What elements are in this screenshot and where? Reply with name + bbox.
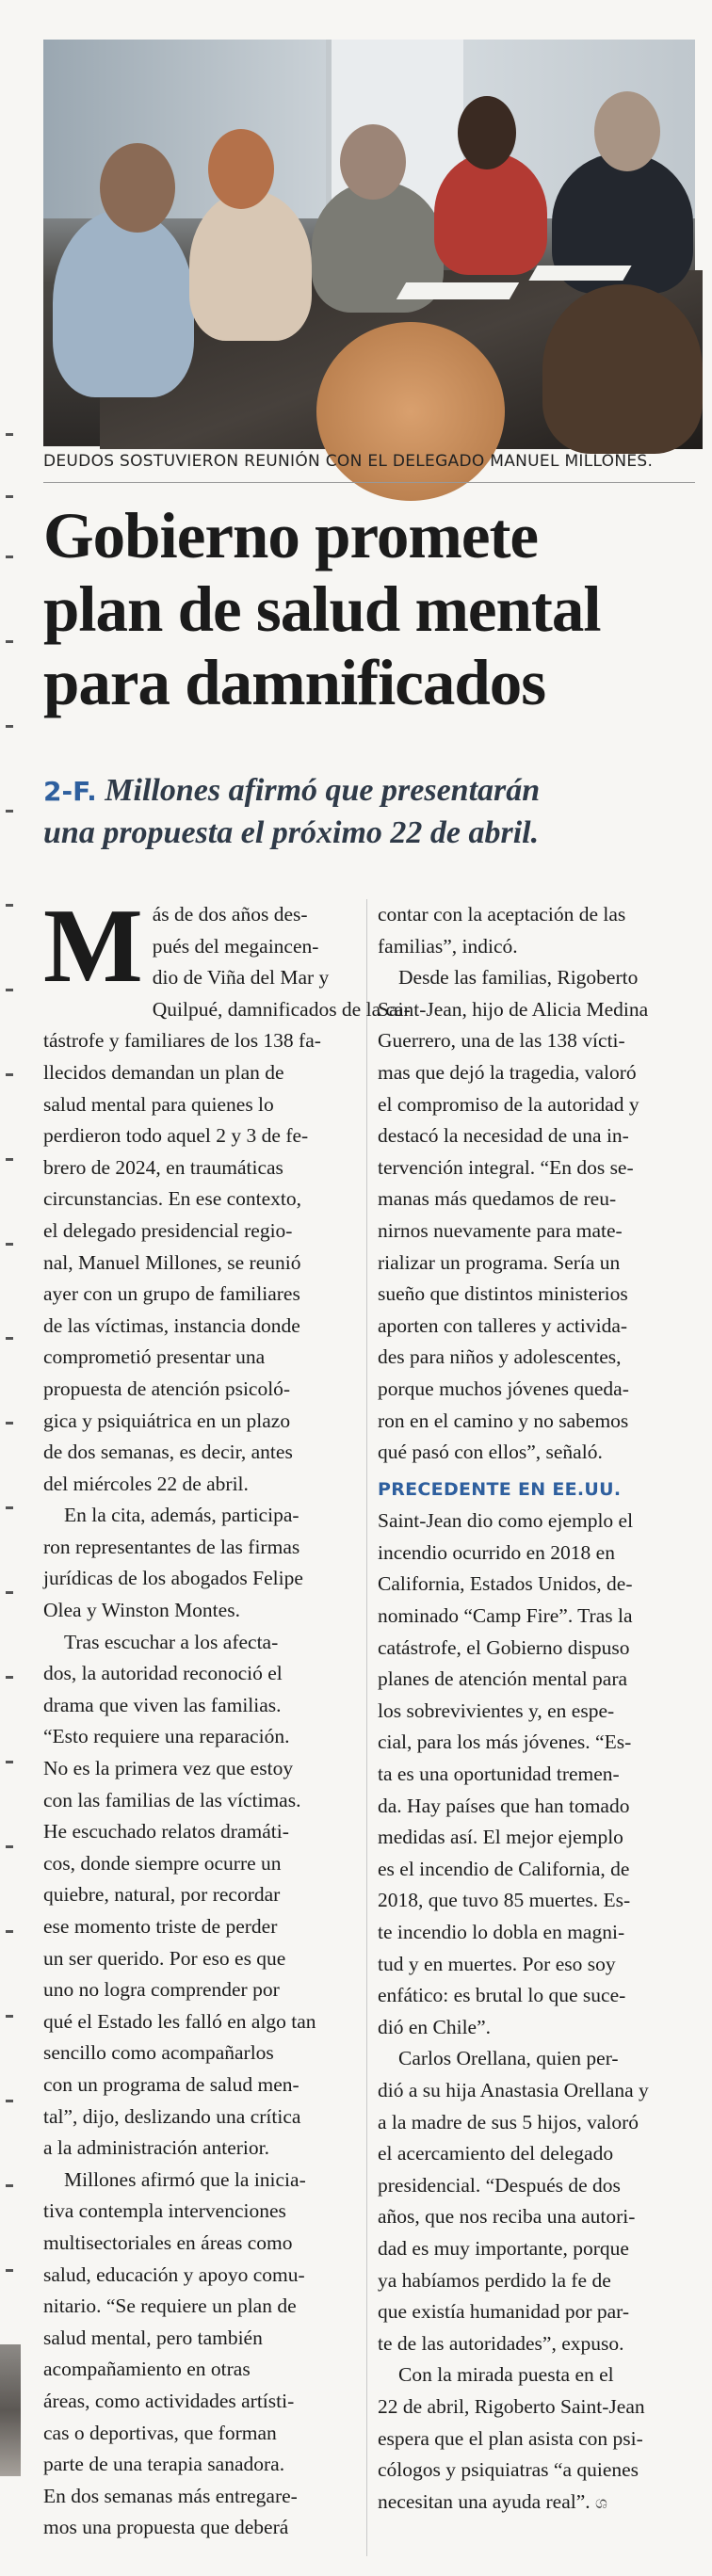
text-line: un ser querido. Por eso es que [43, 1946, 286, 1970]
paragraph [43, 2165, 354, 2544]
text-line: a la madre de sus 5 hijos, valoró [378, 2110, 639, 2133]
deck-line: Millones afirmó que presentarán [96, 773, 541, 808]
text-line: medidas así. El mejor ejemplo [378, 1826, 623, 1849]
text-line: dad es muy importante, porque [378, 2236, 629, 2260]
text-line: salud mental, pero también [43, 2326, 263, 2349]
text-line: ese momento triste de perder [43, 1915, 278, 1938]
text-line: que existía humanidad por par- [378, 2300, 630, 2324]
text-line: Millones afirmó que la inicia- [64, 2167, 306, 2191]
text-line: tervención integral. “En dos se- [378, 1155, 634, 1179]
text-line: Quilpué, damnificados de la ca- [152, 997, 411, 1021]
text-line: enfático: es brutal lo que suce- [378, 1984, 626, 2007]
text-line: “Esto requiere una reparación. [43, 1725, 290, 1748]
dropcap: M [43, 888, 143, 1005]
text-line: des para niños y adolescentes, [378, 1345, 622, 1369]
headline-line: para damnificados [43, 647, 546, 718]
text-line: con un programa de salud men- [43, 2072, 299, 2096]
text-line: acompañamiento en otras [43, 2358, 251, 2381]
text-line: salud mental para quienes lo [43, 1092, 274, 1116]
text-line: ás de dos años des- [152, 903, 308, 926]
text-line: contar con la aceptación de las [378, 903, 626, 926]
text-line: Saint-Jean, hijo de Alicia Medina [378, 997, 649, 1021]
article-body-col2b [378, 1505, 695, 2519]
article-column-1 [43, 888, 411, 2544]
text-line: dio de Viña del Mar y [152, 966, 330, 990]
text-line: Tras escuchar a los afecta- [64, 1630, 279, 1653]
text-line: con las familias de las víctimas. [43, 1788, 301, 1811]
paragraph [43, 1627, 354, 2165]
text-line: llecidos demandan un plan de [43, 1060, 284, 1084]
text-line: uno no logra comprender por [43, 1978, 280, 2002]
text-line: pués del megaincen- [152, 934, 319, 958]
meeting-photo [43, 40, 695, 446]
text-line: años, que nos reciba una autori- [378, 2205, 636, 2229]
text-line: cial, para los más jóvenes. “Es- [378, 1731, 632, 1754]
text-line: No es la primera vez que estoy [43, 1757, 294, 1780]
text-line: mos una propuesta que deberá [43, 2516, 289, 2539]
text-line: cos, donde siempre ocurre un [43, 1851, 282, 1875]
headline [43, 499, 703, 719]
text-line: cas o deportivas, que forman [43, 2421, 277, 2444]
column-divider [366, 899, 367, 2556]
text-line: familias”, indicó. [378, 934, 518, 958]
text-line: el delegado presidencial regio- [43, 1218, 293, 1242]
text-line: presidencial. “Después de dos [378, 2173, 621, 2197]
text-line: tiva contempla intervenciones [43, 2199, 286, 2223]
article-body-col2 [378, 899, 695, 1469]
text-line: perdieron todo aquel 2 y 3 de fe- [43, 1124, 309, 1148]
text-line: sueño que distintos ministerios [378, 1282, 628, 1306]
end-mark-icon: ශ [595, 2492, 607, 2513]
text-line: catástrofe, el Gobierno dispuso [378, 1635, 630, 1659]
text-line: a la administración anterior. [43, 2136, 269, 2160]
text-line: 22 de abril, Rigoberto Saint-Jean [378, 2394, 645, 2418]
text-line: te de las autoridades”, expuso. [378, 2331, 624, 2355]
text-line: He escuchado relatos dramáti- [43, 1820, 289, 1843]
text-line: dos, la autoridad reconoció el [43, 1662, 283, 1685]
text-line: áreas, como actividades artísti- [43, 2389, 295, 2412]
caption-divider [43, 482, 695, 483]
text-line: tud y en muertes. Por eso soy [378, 1952, 616, 1975]
text-line: parte de una terapia sanadora. [43, 2453, 285, 2476]
text-line: de dos semanas, es decir, antes [43, 1441, 293, 1464]
text-line: ta es una oportunidad tremen- [378, 1763, 620, 1786]
text-line: brero de 2024, en traumáticas [43, 1155, 283, 1179]
subhead: PRECEDENTE EN EE.UU. [378, 1478, 622, 1500]
text-line: nominado “Camp Fire”. Tras la [378, 1604, 633, 1628]
text-line: incendio ocurrido en 2018 en [378, 1540, 615, 1564]
article-body-col1 [43, 888, 411, 2544]
text-line: cólogos y psiquiatras “a quienes [378, 2458, 639, 2482]
text-line: mas que dejó la tragedia, valoró [378, 1060, 637, 1084]
deck [43, 770, 695, 854]
text-line: es el incendio de California, de [378, 1857, 630, 1880]
text-line: salud, educación y apoyo comu- [43, 2262, 305, 2286]
text-line: necesitan una ayuda real”. [378, 2489, 591, 2513]
text-line: quiebre, natural, por recordar [43, 1883, 281, 1907]
adjacent-page-photo [0, 2344, 21, 2476]
paragraph [378, 2359, 695, 2519]
text-line: gica y psiquiátrica en un plazo [43, 1409, 291, 1432]
text-line: ayer con un grupo de familiares [43, 1282, 300, 1306]
paragraph [378, 962, 695, 1469]
text-line: aporten con talleres y activida- [378, 1313, 628, 1337]
text-line: te incendio lo dobla en magni- [378, 1921, 625, 1943]
text-line: Saint-Jean dio como ejemplo el [378, 1509, 634, 1533]
text-line: planes de atención mental para [378, 1667, 628, 1691]
text-line: espera que el plan asista con psi- [378, 2426, 643, 2450]
text-line: jurídicas de los abogados Felipe [43, 1567, 303, 1590]
text-line: del miércoles 22 de abril. [43, 1472, 249, 1495]
text-line: de las víctimas, instancia donde [43, 1313, 300, 1337]
text-line: Carlos Orellana, quien per- [398, 2047, 619, 2070]
text-line: porque muchos jóvenes queda- [378, 1377, 629, 1400]
deck-line: una propuesta el próximo 22 de abril. [43, 815, 540, 850]
text-line: qué el Estado les falló en algo tan [43, 2009, 316, 2033]
headline-line: Gobierno promete [43, 500, 539, 572]
text-line: sencillo como acompañarlos [43, 2041, 274, 2065]
text-line: ya habíamos perdido la fe de [378, 2268, 611, 2292]
text-line: da. Hay países que han tomado [378, 1794, 630, 1817]
text-line: manas más quedamos de reu- [378, 1187, 617, 1211]
headline-line: plan de salud mental [43, 573, 601, 645]
article-column-2 [378, 899, 695, 2519]
text-line: drama que viven las familias. [43, 1693, 282, 1716]
text-line: propuesta de atención psicoló- [43, 1377, 291, 1400]
text-line: tal”, dijo, deslizando una crítica [43, 2104, 301, 2128]
text-line: el acercamiento del delegado [378, 2142, 614, 2165]
text-line: qué pasó con ellos”, señaló. [378, 1441, 603, 1464]
text-line: California, Estados Unidos, de- [378, 1572, 633, 1596]
paragraph [378, 1505, 695, 2043]
text-line: dió en Chile”. [378, 2015, 492, 2038]
text-line: rializar un programa. Sería un [378, 1250, 621, 1274]
text-line: nal, Manuel Millones, se reunió [43, 1250, 301, 1274]
text-line: En la cita, además, participa- [64, 1504, 299, 1527]
adjacent-page-edge [0, 414, 24, 2576]
text-line: nitario. “Se requiere un plan de [43, 2294, 297, 2318]
text-line-with-end-mark [378, 2487, 695, 2520]
text-line: Guerrero, una de las 138 vícti- [378, 1029, 625, 1053]
paragraph [378, 899, 695, 962]
text-line: ron en el camino y no sabemos [378, 1409, 629, 1432]
paragraph [378, 2043, 695, 2359]
text-line: circunstancias. En ese contexto, [43, 1187, 302, 1211]
text-line: el compromiso de la autoridad y [378, 1092, 639, 1116]
text-line: En dos semanas más entregare- [43, 2484, 298, 2507]
text-line: comprometió presentar una [43, 1345, 266, 1369]
text-line: dió a su hija Anastasia Orellana y [378, 2078, 649, 2101]
text-line: los sobrevivientes y, en espe- [378, 1699, 615, 1722]
text-line: multisectoriales en áreas como [43, 2230, 293, 2254]
text-line: destacó la necesidad de una in- [378, 1124, 629, 1148]
text-line: nirnos nuevamente para mate- [378, 1218, 623, 1242]
deck-tag: 2-F. [43, 776, 97, 807]
paragraph [43, 1500, 354, 1626]
photo-caption: DEUDOS SOSTUVIERON REUNIÓN CON EL DELEGADO MANUEL MILLONES. [43, 452, 654, 471]
text-line: ron representantes de las firmas [43, 1535, 300, 1558]
text-line: Con la mirada puesta en el [398, 2363, 614, 2387]
text-line: tástrofe y familiares de los 138 fa- [43, 1029, 321, 1053]
text-line: 2018, que tuvo 85 muertes. Es- [378, 1889, 631, 1912]
text-line: Desde las familias, Rigoberto [398, 966, 639, 990]
text-line: Olea y Winston Montes. [43, 1599, 240, 1622]
